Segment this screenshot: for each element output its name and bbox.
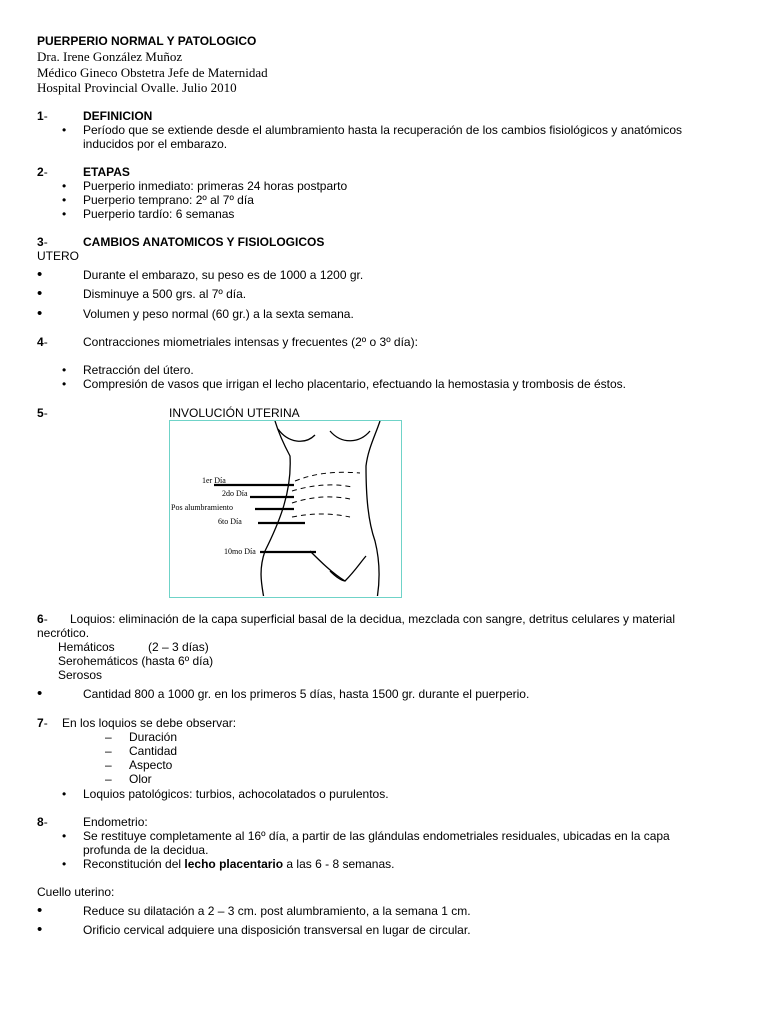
lochia-type: Serosos: [58, 668, 103, 682]
bullet-icon: •: [37, 285, 43, 302]
dash-icon: –: [105, 730, 112, 744]
bullet-icon: •: [62, 179, 67, 193]
list-item: Loquios patológicos: turbios, achocolatados o purulentos.: [83, 787, 389, 801]
list-item: Duración: [129, 730, 178, 744]
section-5-title: INVOLUCIÓN UTERINA: [169, 406, 300, 420]
section-4-number: 4-: [37, 335, 48, 349]
dash-icon: –: [105, 744, 112, 758]
section-7-text: En los loquios se debe observar:: [62, 716, 237, 730]
list-item: Se restituye completamente al 16º día, a partir de las glándulas endometriales residuales, ubicadas en la capa: [83, 829, 670, 843]
list-item: Disminuye a 500 grs. al 7º día.: [83, 287, 247, 301]
section-7-number: 7-: [37, 716, 48, 730]
section-2-title: ETAPAS: [83, 165, 130, 179]
bullet-icon: •: [62, 123, 67, 137]
list-item: Orificio cervical adquiere una disposición transversal en lugar de circular.: [83, 923, 471, 937]
list-item-continuation: profunda de la decidua.: [83, 843, 209, 857]
bullet-icon: •: [37, 921, 43, 938]
lochia-type: Serohemáticos (hasta 6º día): [58, 654, 214, 668]
section-6-number: 6-: [37, 612, 48, 626]
diagram-label-post-delivery: Pos alumbramiento: [171, 503, 233, 512]
section-3-subtitle: UTERO: [37, 249, 79, 263]
section-1-number: 1-: [37, 109, 48, 123]
list-item: Olor: [129, 772, 152, 786]
bullet-icon: •: [62, 829, 67, 843]
section-4-text: Contracciones miometriales intensas y frecuentes (2º o 3º día):: [83, 335, 418, 349]
list-item: Reconstitución del lecho placentario a las 6 - 8 semanas.: [83, 857, 395, 871]
document-title: PUERPERIO NORMAL Y PATOLOGICO: [37, 34, 257, 48]
bullet-icon: •: [62, 193, 67, 207]
definition-line-2: inducidos por el embarazo.: [83, 137, 228, 151]
author: Dra. Irene González Muñoz: [37, 49, 183, 64]
diagram-label-day-10: 10mo Día: [224, 547, 256, 556]
diagram-label-day-2: 2do Día: [222, 489, 248, 498]
bullet-icon: •: [37, 902, 43, 919]
section-6-line-1: Loquios: eliminación de la capa superficial basal de la decidua, mezclada con sangre, detritus celulares y material: [70, 612, 676, 626]
diagram-label-day-6: 6to Día: [218, 517, 242, 526]
list-item: Volumen y peso normal (60 gr.) a la sexta semana.: [83, 307, 354, 321]
bullet-icon: •: [37, 305, 43, 322]
list-item: Puerperio temprano: 2º al 7º día: [83, 193, 254, 207]
bullet-icon: •: [37, 685, 43, 702]
bullet-icon: •: [62, 857, 67, 871]
list-item: Retracción del útero.: [83, 363, 194, 377]
bullet-icon: •: [62, 363, 67, 377]
cervix-title: Cuello uterino:: [37, 885, 115, 899]
uterine-involution-diagram: [169, 420, 402, 598]
dash-icon: –: [105, 772, 112, 786]
diagram-label-day-1: 1er Día: [202, 476, 226, 485]
list-item: Puerperio inmediato: primeras 24 horas postparto: [83, 179, 348, 193]
list-item: Cantidad: [129, 744, 178, 758]
list-item: Reduce su dilatación a 2 – 3 cm. post alumbramiento, a la semana 1 cm.: [83, 904, 471, 918]
section-1-title: DEFINICION: [83, 109, 153, 123]
section-2-number: 2-: [37, 165, 48, 179]
list-item: Compresión de vasos que irrigan el lecho placentario, efectuando la hemostasia y trombosis de éstos.: [83, 377, 626, 391]
hospital-date: Hospital Provincial Ovalle. Julio 2010: [37, 80, 237, 95]
bullet-icon: •: [62, 207, 67, 221]
section-6-line-2: necrótico.: [37, 626, 90, 640]
section-5-number: 5-: [37, 406, 48, 420]
section-3-title: CAMBIOS ANATOMICOS Y FISIOLOGICOS: [83, 235, 325, 249]
dash-icon: –: [105, 758, 112, 772]
section-3-number: 3-: [37, 235, 48, 249]
author-position: Médico Gineco Obstetra Jefe de Maternidad: [37, 65, 268, 80]
list-item: Puerperio tardío: 6 semanas: [83, 207, 235, 221]
lochia-type: Hemáticos: [58, 640, 115, 654]
section-8-text: Endometrio:: [83, 815, 148, 829]
bullet-icon: •: [62, 377, 67, 391]
list-item: Aspecto: [129, 758, 173, 772]
bullet-icon: •: [62, 787, 67, 801]
definition-line-1: Período que se extiende desde el alumbramiento hasta la recuperación de los cambios fisiológicos y anatómicos: [83, 123, 683, 137]
section-8-number: 8-: [37, 815, 48, 829]
lochia-type-detail: (2 – 3 días): [148, 640, 209, 654]
list-item: Durante el embarazo, su peso es de 1000 a 1200 gr.: [83, 268, 364, 282]
bullet-icon: •: [37, 266, 43, 283]
lochia-quantity: Cantidad 800 a 1000 gr. en los primeros 5 días, hasta 1500 gr. durante el puerperio.: [83, 687, 530, 701]
